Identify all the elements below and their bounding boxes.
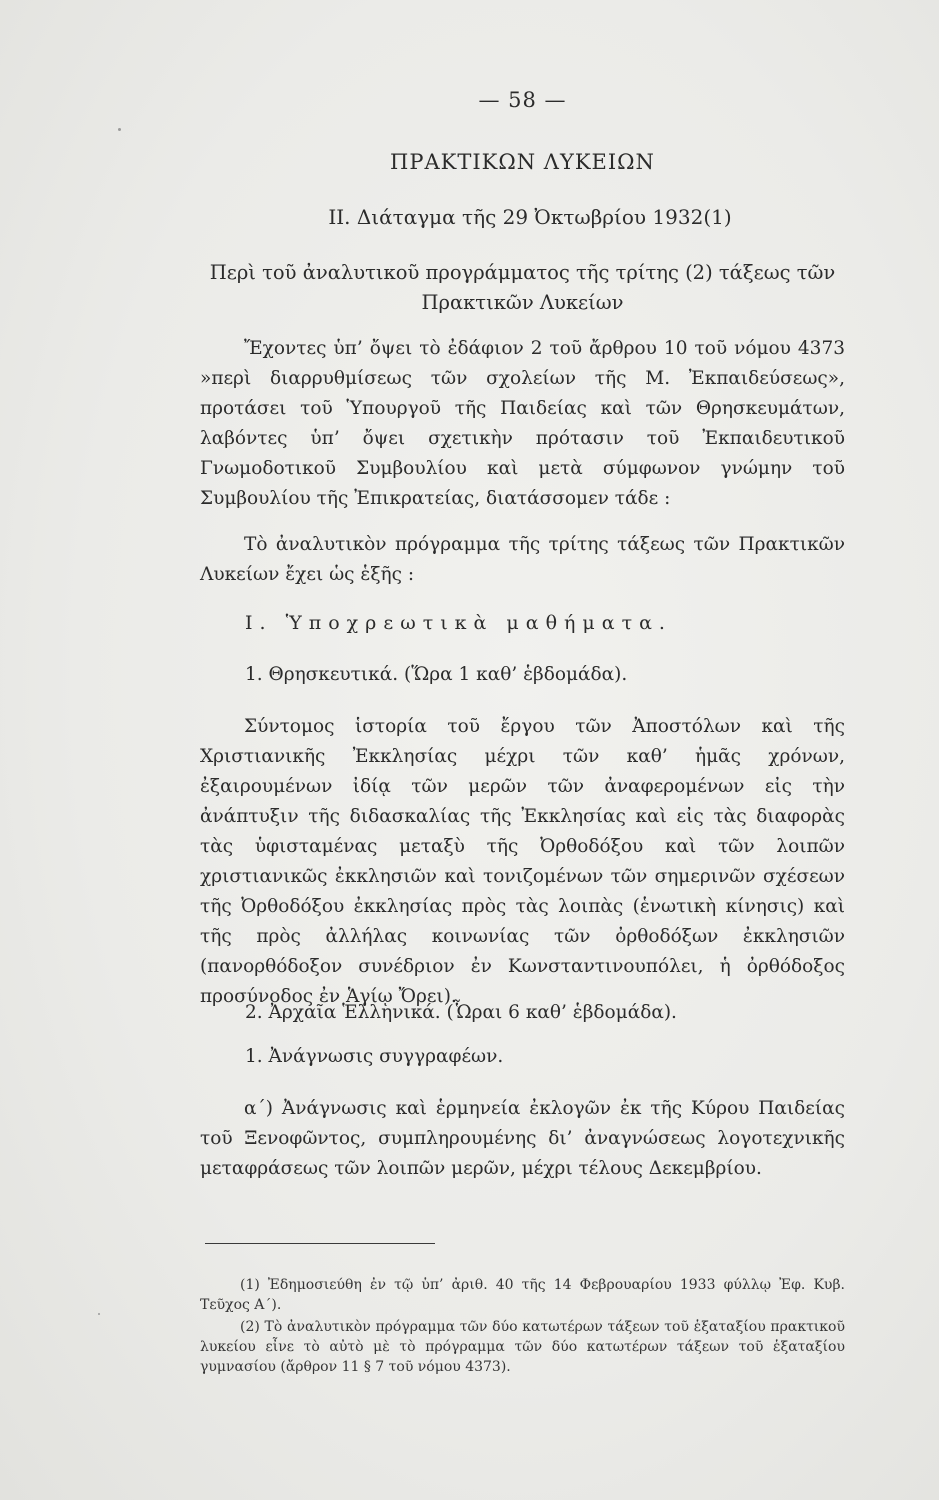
- subject-item-religion: 1. Θρησκευτικά. (Ὥρα 1 καθ’ ἑβδομάδα).: [245, 664, 628, 685]
- paragraph-preamble: Ἔχοντες ὑπ’ ὄψει τὸ ἐδάφιον 2 τοῦ ἄρθρου 10 τοῦ νόμου 4373 »περὶ διαρρυθμίσεως τῶν σχολείων τῆς Μ. Ἐκπαιδεύσεως», προτάσει τοῦ Ὑπουργοῦ τῆς Παιδείας καὶ τῶν Θρησκευμάτων, λαβόντες ὑπ’ ὄψει σχετικὴν πρότασιν τοῦ Ἐκπαιδευτικοῦ Γνωμοδοτικοῦ Συμβουλίου καὶ μετὰ σύμφωνον γνώμην τοῦ Συμβουλίου τῆς Ἐπικρατείας, διατάσσομεν τάδε :: [200, 338, 845, 509]
- subject-subitem-reading: 1. Ἀνάγνωσις συγγραφέων.: [245, 1046, 504, 1067]
- scan-speck: [98, 1313, 100, 1315]
- decree-subject: Περὶ τοῦ ἀναλυτικοῦ προγράμματος τῆς τρίτης (2) τάξεως τῶν Πρακτικῶν Λυκείων: [209, 261, 836, 314]
- decree-title: ΙΙ. Διάταγμα τῆς 29 Ὀκτωβρίου 1932(1): [328, 205, 732, 229]
- footnote-divider: [205, 1243, 435, 1244]
- footnote-2: (2) Τὸ ἀναλυτικὸν πρόγραμμα τῶν δύο κατωτέρων τάξεων τοῦ ἑξαταξίου πρακτικοῦ λυκείου εἶνε τὸ αὐτὸ μὲ τὸ πρόγραμμα τῶν δύο κατωτέρων τάξεων τοῦ ἑξαταξίου γυμνασίου (ἄρθρον 11 § 7 τοῦ νόμου 4373).: [200, 1319, 845, 1375]
- subject-item-ancient-greek: 2. Ἀρχαῖα Ἑλληνικά. (Ὧραι 6 καθ’ ἑβδομάδα).: [245, 1002, 677, 1023]
- paragraph-program-intro: Τὸ ἀναλυτικὸν πρόγραμμα τῆς τρίτης τάξεως τῶν Πρακτικῶν Λυκείων ἔχει ὡς ἑξῆς :: [200, 534, 845, 585]
- scan-speck: [118, 128, 121, 131]
- section-heading: Ι. Ὑποχρεωτικὰ μαθήματα.: [245, 612, 672, 634]
- running-title: ΠΡΑΚΤΙΚΩΝ ΛΥΚΕΙΩΝ: [390, 150, 655, 174]
- paragraph-religion-content: Σύντομος ἱστορία τοῦ ἔργου τῶν Ἀποστόλων καὶ τῆς Χριστιανικῆς Ἐκκλησίας μέχρι τῶν καθ’ ἡμᾶς χρόνων, ἐξαιρουμένων ἰδίᾳ τῶν μερῶν τῶν ἀναφερομένων εἰς τὴν ἀνάπτυξιν τῆς διδασκαλίας τῆς Ἐκκλησίας καὶ εἰς τὰς διαφορὰς τὰς ὑφισταμένας μεταξὺ τῆς Ὀρθοδόξου καὶ τῶν λοιπῶν χριστιανικῶς ἐκκλησιῶν καὶ τονιζομένων τῶν σημερινῶν σχέσεων τῆς Ὀρθοδόξου ἐκκλησίας πρὸς τὰς λοιπὰς (ἑνωτικὴ κίνησις) καὶ τῆς πρὸς ἀλλήλας κοινωνίας τῶν ὀρθοδόξων ἐκκλησιῶν (πανορθόδοξον συνέδριον ἐν Κωνσταντινουπόλει, ἡ ὀρθόδοξος προσύνοδος ἐν Ἁγίῳ Ὄρει).: [200, 716, 845, 1007]
- footnote-1: (1) Ἐδημοσιεύθη ἐν τῷ ὑπ’ ἀριθ. 40 τῆς 14 Φεβρουαρίου 1933 φύλλῳ Ἐφ. Κυβ. Τεῦχος Α΄).: [200, 1277, 845, 1313]
- page-number: — 58 —: [478, 88, 567, 112]
- paragraph-reading-content: α΄) Ἀνάγνωσις καὶ ἑρμηνεία ἐκλογῶν ἐκ τῆς Κύρου Παιδείας τοῦ Ξενοφῶντος, συμπληρουμένης δι’ ἀναγνώσεως λογοτεχνικῆς μεταφράσεως τῶν λοιπῶν μερῶν, μέχρι τέλους Δεκεμβρίου.: [200, 1098, 845, 1179]
